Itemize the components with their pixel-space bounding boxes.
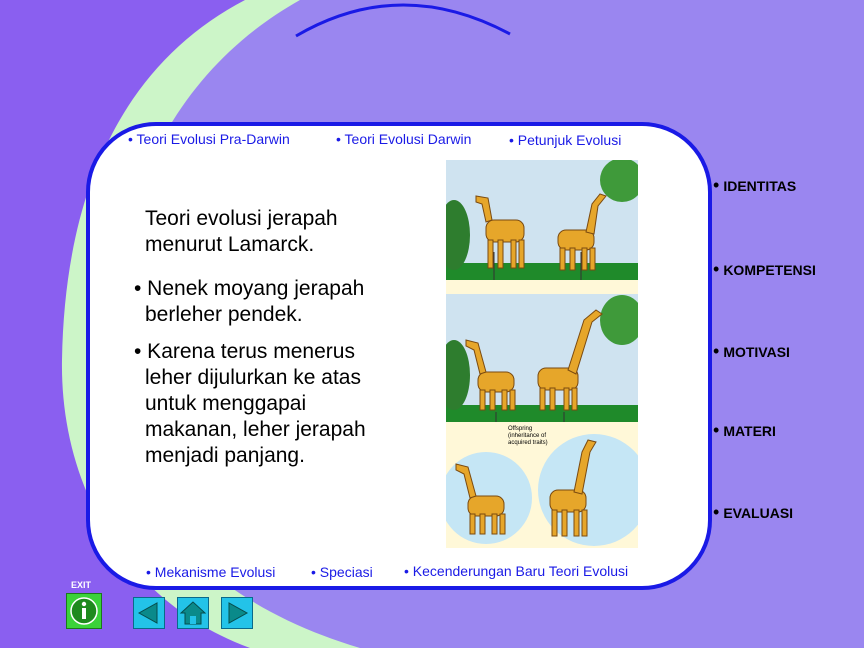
next-button[interactable] (221, 597, 253, 629)
bullet-2-line-1: • Karena terus menerus (134, 340, 355, 363)
bullet-2-line-5: menjadi panjang. (145, 444, 305, 467)
bullet: • (713, 502, 720, 522)
bullet-2-line-4: makanan, leher jerapah (145, 418, 366, 441)
giraffe-evolution-figure (446, 160, 638, 548)
nav-evaluasi[interactable] (713, 502, 793, 523)
bullet-2-line-3: untuk menggapai (145, 392, 307, 415)
home-button[interactable] (177, 597, 209, 629)
link-label: Speciasi (319, 564, 373, 580)
link-petunjuk-evolusi[interactable]: • Petunjuk Evolusi (509, 132, 622, 148)
link-kecenderungan-baru[interactable]: • Kecenderungan Baru Teori Evolusi (404, 563, 629, 579)
bullet: • (713, 341, 720, 361)
nav-materi[interactable] (713, 420, 776, 441)
nav-motivasi[interactable] (713, 341, 790, 362)
offspring-label-2: (inheritance of (508, 433, 547, 439)
nav-kompetensi[interactable] (713, 259, 816, 280)
bullet: • (713, 175, 720, 195)
link-label: Petunjuk Evolusi (517, 132, 622, 148)
link-teori-evolusi-pra-darwin[interactable]: • Teori Evolusi Pra-Darwin (128, 131, 290, 147)
offspring-label-1: Offspring (508, 426, 533, 432)
exit-label: EXIT (71, 580, 92, 590)
info-icon (71, 598, 97, 624)
heading-line-2: menurut Lamarck. (145, 233, 315, 256)
link-speciasi[interactable]: • Speciasi (311, 564, 373, 580)
link-mekanisme-evolusi[interactable]: • Mekanisme Evolusi (146, 564, 276, 580)
nav-label: MOTIVASI (723, 344, 790, 360)
heading-line-1: Teori evolusi jerapah (145, 207, 338, 230)
nav-label: EVALUASI (723, 505, 794, 521)
nav-label: MATERI (723, 423, 776, 439)
link-label: Kecenderungan Baru Teori Evolusi (412, 563, 629, 579)
bullet-1-line-2: berleher pendek. (145, 303, 303, 326)
previous-button[interactable] (133, 597, 165, 629)
link-label: Teori Evolusi Pra-Darwin (136, 131, 290, 147)
link-teori-evolusi-darwin[interactable]: • Teori Evolusi Darwin (336, 131, 472, 147)
nav-label: IDENTITAS (723, 178, 797, 194)
nav-label: KOMPETENSI (723, 262, 816, 278)
offspring-label-3: acquired traits) (508, 440, 548, 446)
link-label: Teori Evolusi Darwin (344, 131, 472, 147)
nav-identitas[interactable] (713, 175, 796, 196)
bullet: • (713, 259, 720, 279)
bullet: • (713, 420, 720, 440)
link-label: Mekanisme Evolusi (154, 564, 276, 580)
bullet-2-line-2: leher dijulurkan ke atas (145, 366, 361, 389)
bullet-1-line-1: • Nenek moyang jerapah (134, 277, 365, 300)
exit-button[interactable] (66, 593, 102, 629)
